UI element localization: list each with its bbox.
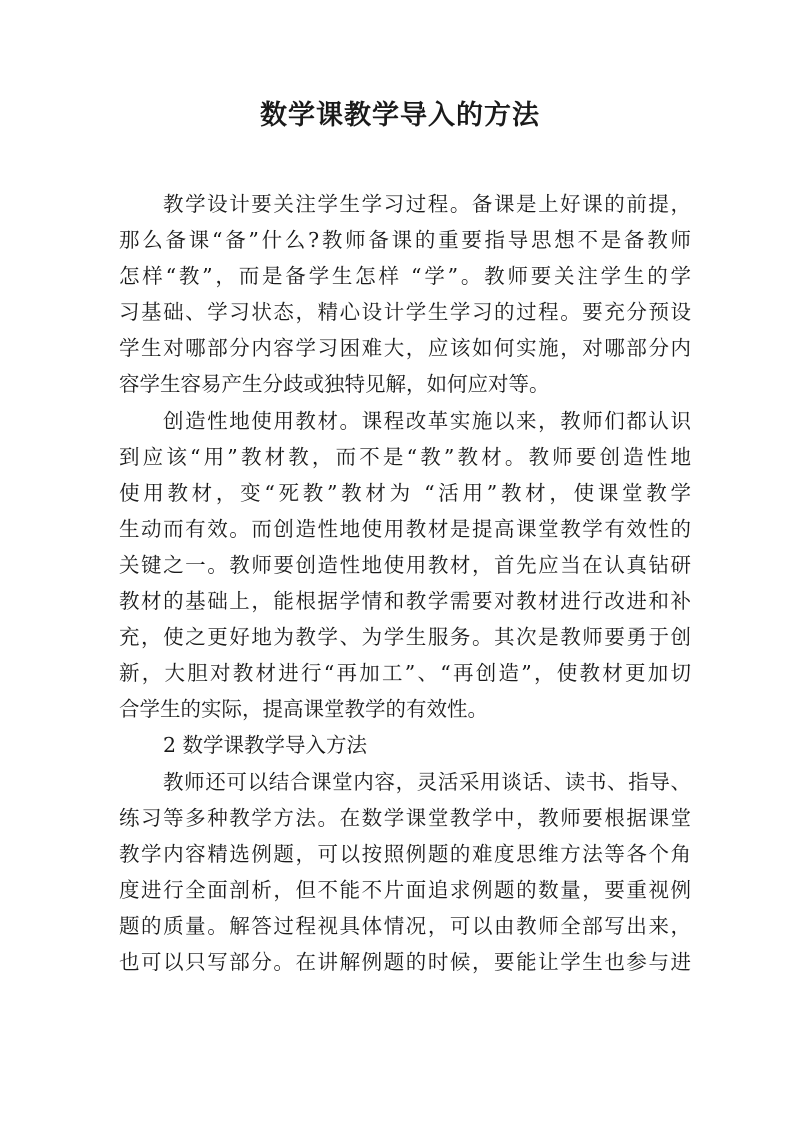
text-line: 那么备课“备”什么?教师备课的重要指导思想不是备教师 xyxy=(119,228,691,253)
text-line: 题的质量。解答过程视具体情况，可以由教师全部写出来， xyxy=(119,913,691,938)
text-line: 新，大胆对教材进行“再加工”、“再创造”，使教材更加切 xyxy=(119,661,691,686)
text-line: 学生对哪部分内容学习困难大，应该如何实施，对哪部分内 xyxy=(119,336,691,361)
text-line: 到应该“用”教材教，而不是“教”教材。教师要创造性地 xyxy=(119,444,691,469)
document-title: 数学课教学导入的方法 xyxy=(260,100,540,131)
text-line: 教师还可以结合课堂内容，灵活采用谈话、读书、指导、 xyxy=(163,769,691,794)
text-line: 练习等多种教学方法。在数学课堂教学中，教师要根据课堂 xyxy=(119,805,691,830)
text-line: 度进行全面剖析，但不能不片面追求例题的数量，要重视例 xyxy=(119,877,691,902)
text-line: 合学生的实际，提高课堂教学的有效性。 xyxy=(119,697,488,722)
text-line: 教学设计要关注学生学习过程。备课是上好课的前提， xyxy=(163,192,691,216)
text-line: 教学内容精选例题，可以按照例题的难度思维方法等各个角 xyxy=(119,841,691,866)
text-line: 充，使之更好地为教学、为学生服务。其次是教师要勇于创 xyxy=(119,625,691,650)
text-line: 习基础、学习状态，精心设计学生学习的过程。要充分预设 xyxy=(119,300,691,325)
text-line: 关键之一。教师要创造性地使用教材，首先应当在认真钻研 xyxy=(119,552,691,577)
text-line: 也可以只写部分。在讲解例题的时候，要能让学生也参与进 xyxy=(119,949,691,974)
section-heading: 2 数学课教学导入方法 xyxy=(163,733,368,758)
text-line: 使用教材，变“死教”教材为 “活用”教材，使课堂教学 xyxy=(119,480,691,505)
text-line: 创造性地使用教材。课程改革实施以来，教师们都认识 xyxy=(163,408,691,433)
text-line: 教材的基础上，能根据学情和教学需要对教材进行改进和补 xyxy=(119,589,691,614)
text-line: 容学生容易产生分歧或独特见解，如何应对等。 xyxy=(119,372,550,397)
text-line: 生动而有效。而创造性地使用教材是提高课堂教学有效性的 xyxy=(119,516,691,541)
document-body xyxy=(119,186,691,980)
text-line: 怎样“教”，而是备学生怎样 “学”。教师要关注学生的学 xyxy=(119,264,691,289)
